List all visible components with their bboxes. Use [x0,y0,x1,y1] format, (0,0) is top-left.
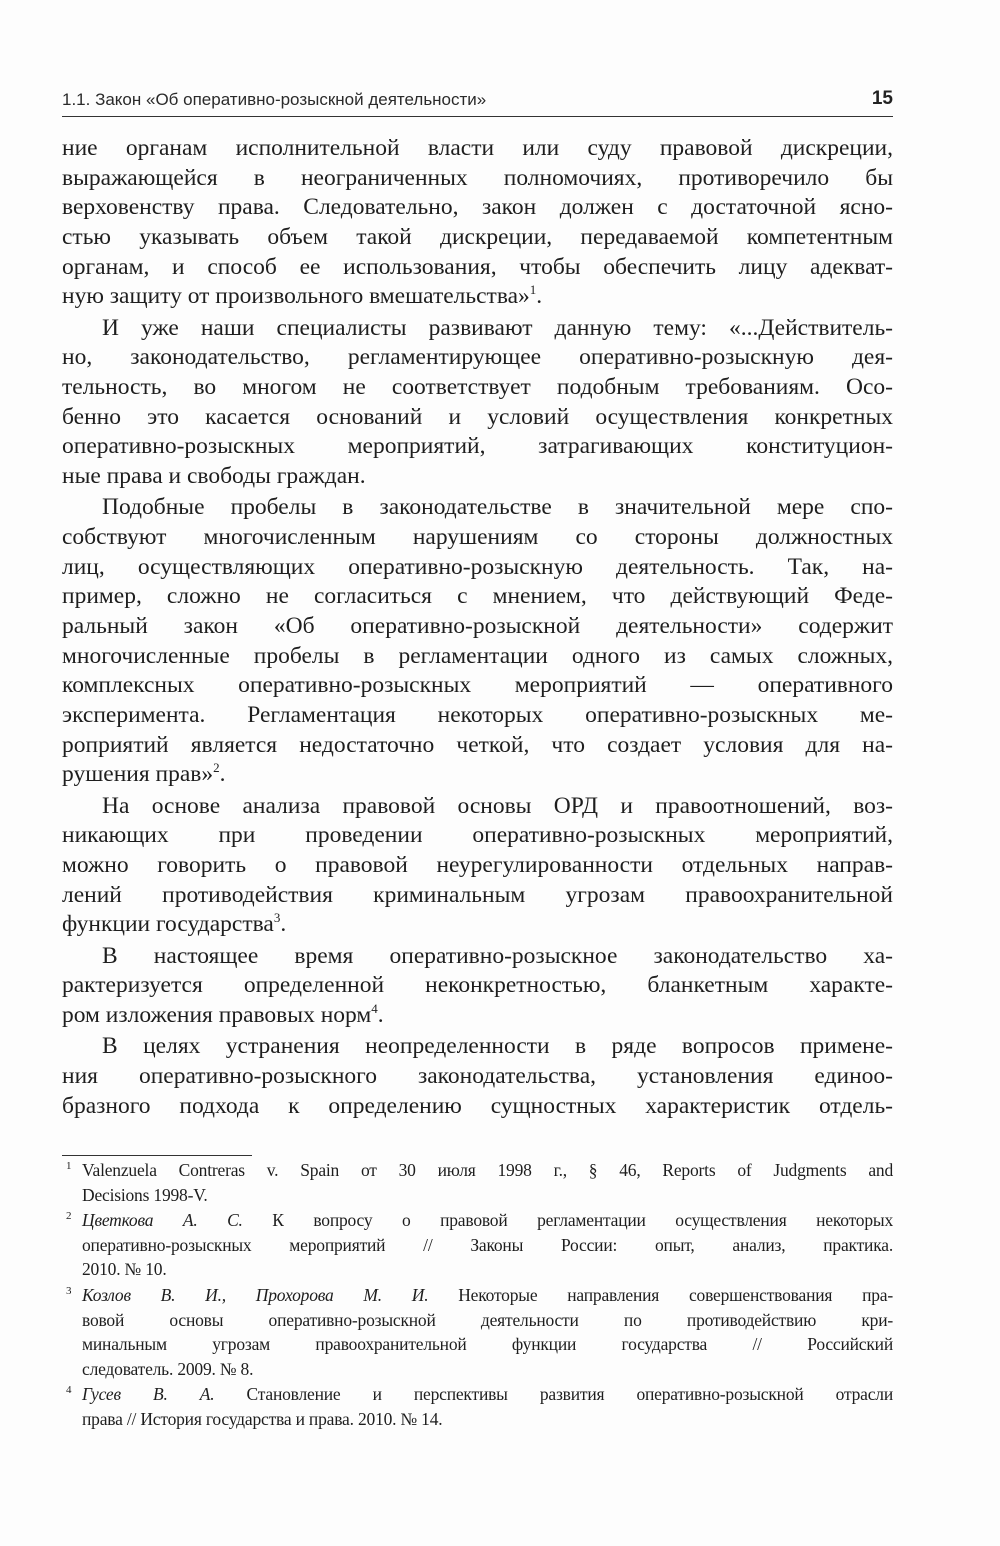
line-text: рактеризуется определенной неконкретностью, бланкетным характе- [62,972,893,999]
line-text: стью указывать объем такой дискреции, передаваемой компетентным [62,224,893,251]
author-name: Козлов В. И., Прохорова М. И. [82,1284,429,1305]
text-line [62,493,893,523]
text-line [62,971,893,1001]
text-line [62,881,893,911]
line-tail: . [536,283,543,310]
line-text: К вопросу о правовой регламентации осуществления некоторых [242,1210,894,1231]
text-line [62,1001,893,1031]
line-text: эксперимента. Регламентация некоторых оперативно-розыскных ме- [62,702,893,729]
text-line [62,164,893,194]
line-text: функции государства [62,911,274,938]
line-text: роприятий является недостаточно четкой, что создает условия для на- [62,731,893,758]
line-text: лиц, осуществляющих оперативно-розыскную деятельность. Так, на- [62,553,893,580]
text-line [62,1032,893,1062]
text-line [82,1382,893,1407]
footnote-number: 1 [66,1160,72,1172]
line-text: ную защиту от произвольного вмешательства» [62,283,530,310]
footnote [62,1283,893,1381]
line-text: Становление и перспективы развития оперативно-розыскной отрасли [214,1384,893,1405]
running-header [62,88,893,117]
line-text: ния оперативно-розыскного законодательства, установления единоо- [62,1062,893,1089]
running-header-title: 1.1. Закон «Об оперативно-розыскной деятельности» [62,90,487,109]
line-text: тельность, во многом не соответствует подобным требованиям. Осо- [62,374,893,400]
line-text: ные права и свободы граждан. [62,463,366,490]
line-text: Подобные пробелы в законодательстве в значительной мере спо- [102,494,893,521]
text-line [82,1308,893,1333]
paragraph [62,1032,893,1121]
footnote-ref: 2 [213,760,220,776]
line-text: ральный закон «Об оперативно-розыскной деятельности» содержит [62,613,893,639]
text-line [82,1158,893,1183]
line-text: вовой основы оперативно-розыскной деятельности по противодействию кри- [82,1309,893,1330]
text-line [82,1283,893,1308]
text-line [62,343,893,373]
text-line [62,373,893,403]
footnote-separator [62,1155,252,1156]
text-line [62,851,893,881]
line-text: И уже наши специалисты развивают данную тему: «...Действитель- [102,314,893,341]
line-tail: . [280,911,287,938]
text-line [82,1407,893,1432]
line-text: рушения прав» [62,761,214,788]
line-text: можно говорить о правовой неурегулированности отдельных направ- [62,852,893,878]
line-tail: . [219,761,226,788]
text-line [62,282,893,312]
text-line [82,1357,893,1382]
paragraph [62,792,893,940]
footnote-ref: 1 [529,282,537,298]
text-line [62,792,893,822]
line-text: органам, и способ ее использования, чтобы обеспечить лицу адекват- [62,253,893,280]
line-text: права // История государства и права. 2010. № 14. [82,1408,443,1429]
line-text: В целях устранения неопределенности в ряде вопросов примене- [102,1033,893,1060]
footnote [62,1208,893,1282]
line-text: оперативно-розыскных мероприятий // Законы России: опыт, анализ, практика. [82,1234,893,1255]
footnote-number: 3 [66,1284,72,1297]
line-text: никающих при проведении оперативно-розыскных мероприятий, [62,822,893,849]
paragraph [62,314,893,492]
text-line [62,910,893,940]
line-text: бразного подхода к определению сущностных характеристик отдель- [62,1092,893,1119]
line-text: собствуют многочисленным нарушениям со стороны должностных [62,523,893,550]
page-number: 15 [871,88,893,109]
author-name: Гусев В. А. [82,1384,215,1405]
line-text: Valenzuela Contreras v. Spain от 30 июля 1998 г., § 46, Reports of Judgments and [82,1160,893,1180]
text-line [62,1092,893,1122]
line-text: минальным угрозам правоохранительной функции государства // Российский [82,1334,893,1355]
line-text: Decisions 1998-V. [82,1184,208,1205]
line-text: ром изложения правовых норм [62,1001,372,1028]
body-text [62,134,893,1123]
text-line [62,432,893,462]
line-text: выражающейся в неограниченных полномочиях, противоречило бы [62,164,893,191]
text-line [82,1332,893,1357]
line-text: верховенству права. Следовательно, закон должен с достаточной ясно- [62,194,893,221]
line-text: бенно это касается оснований и условий осуществления конкретных [62,403,893,430]
text-line [62,821,893,851]
text-line [62,942,893,972]
line-tail: . [377,1001,384,1028]
text-line [62,582,893,612]
paragraph [62,493,893,790]
text-line [62,701,893,731]
line-text: В настоящее время оперативно-розыскное законодательство ха- [102,942,893,969]
line-text: многочисленные пробелы в регламентации одного из самых сложных, [62,642,893,669]
text-line [62,134,893,164]
footnote-number: 4 [66,1384,72,1397]
text-line [62,612,893,642]
footnote [62,1382,893,1431]
text-line [62,314,893,344]
paragraph [62,134,893,312]
line-text: но, законодательство, регламентирующее оперативно-розыскную дея- [62,344,893,371]
text-line [82,1257,893,1282]
text-line [62,462,893,492]
paragraph [62,942,893,1031]
text-line [62,253,893,283]
line-text: ние органам исполнительной власти или суду правовой дискреции, [62,135,893,161]
line-text: Некоторые направления совершенствования пра- [428,1284,893,1305]
author-name: Цветкова А. С. [82,1210,243,1231]
text-line [82,1208,893,1233]
line-text: комплексных оперативно-розыскных мероприятий — оперативного [62,672,893,699]
line-text: лений противодействия криминальным угрозам правоохранительной [62,881,893,908]
line-text: следователь. 2009. № 8. [82,1358,254,1379]
footnote-ref: 3 [273,910,281,926]
footnote-ref: 4 [371,1000,378,1016]
line-text: На основе анализа правовой основы ОРД и правоотношений, воз- [102,792,893,819]
text-line [62,523,893,553]
footnote [62,1158,893,1207]
text-line [62,553,893,583]
text-line [62,760,893,790]
footnotes [62,1158,893,1433]
line-text: 2010. № 10. [82,1259,167,1280]
text-line [62,403,893,433]
text-line [62,193,893,223]
text-line [62,731,893,761]
line-text: оперативно-розыскных мероприятий, затрагивающих конституцион- [62,433,893,460]
text-line [82,1233,893,1258]
text-line [62,1062,893,1092]
footnote-number: 2 [66,1210,72,1223]
text-line [62,671,893,701]
line-text: пример, сложно не согласиться с мнением, что действующий Феде- [62,583,893,610]
text-line [62,223,893,253]
text-line [62,642,893,672]
text-line [82,1183,893,1208]
